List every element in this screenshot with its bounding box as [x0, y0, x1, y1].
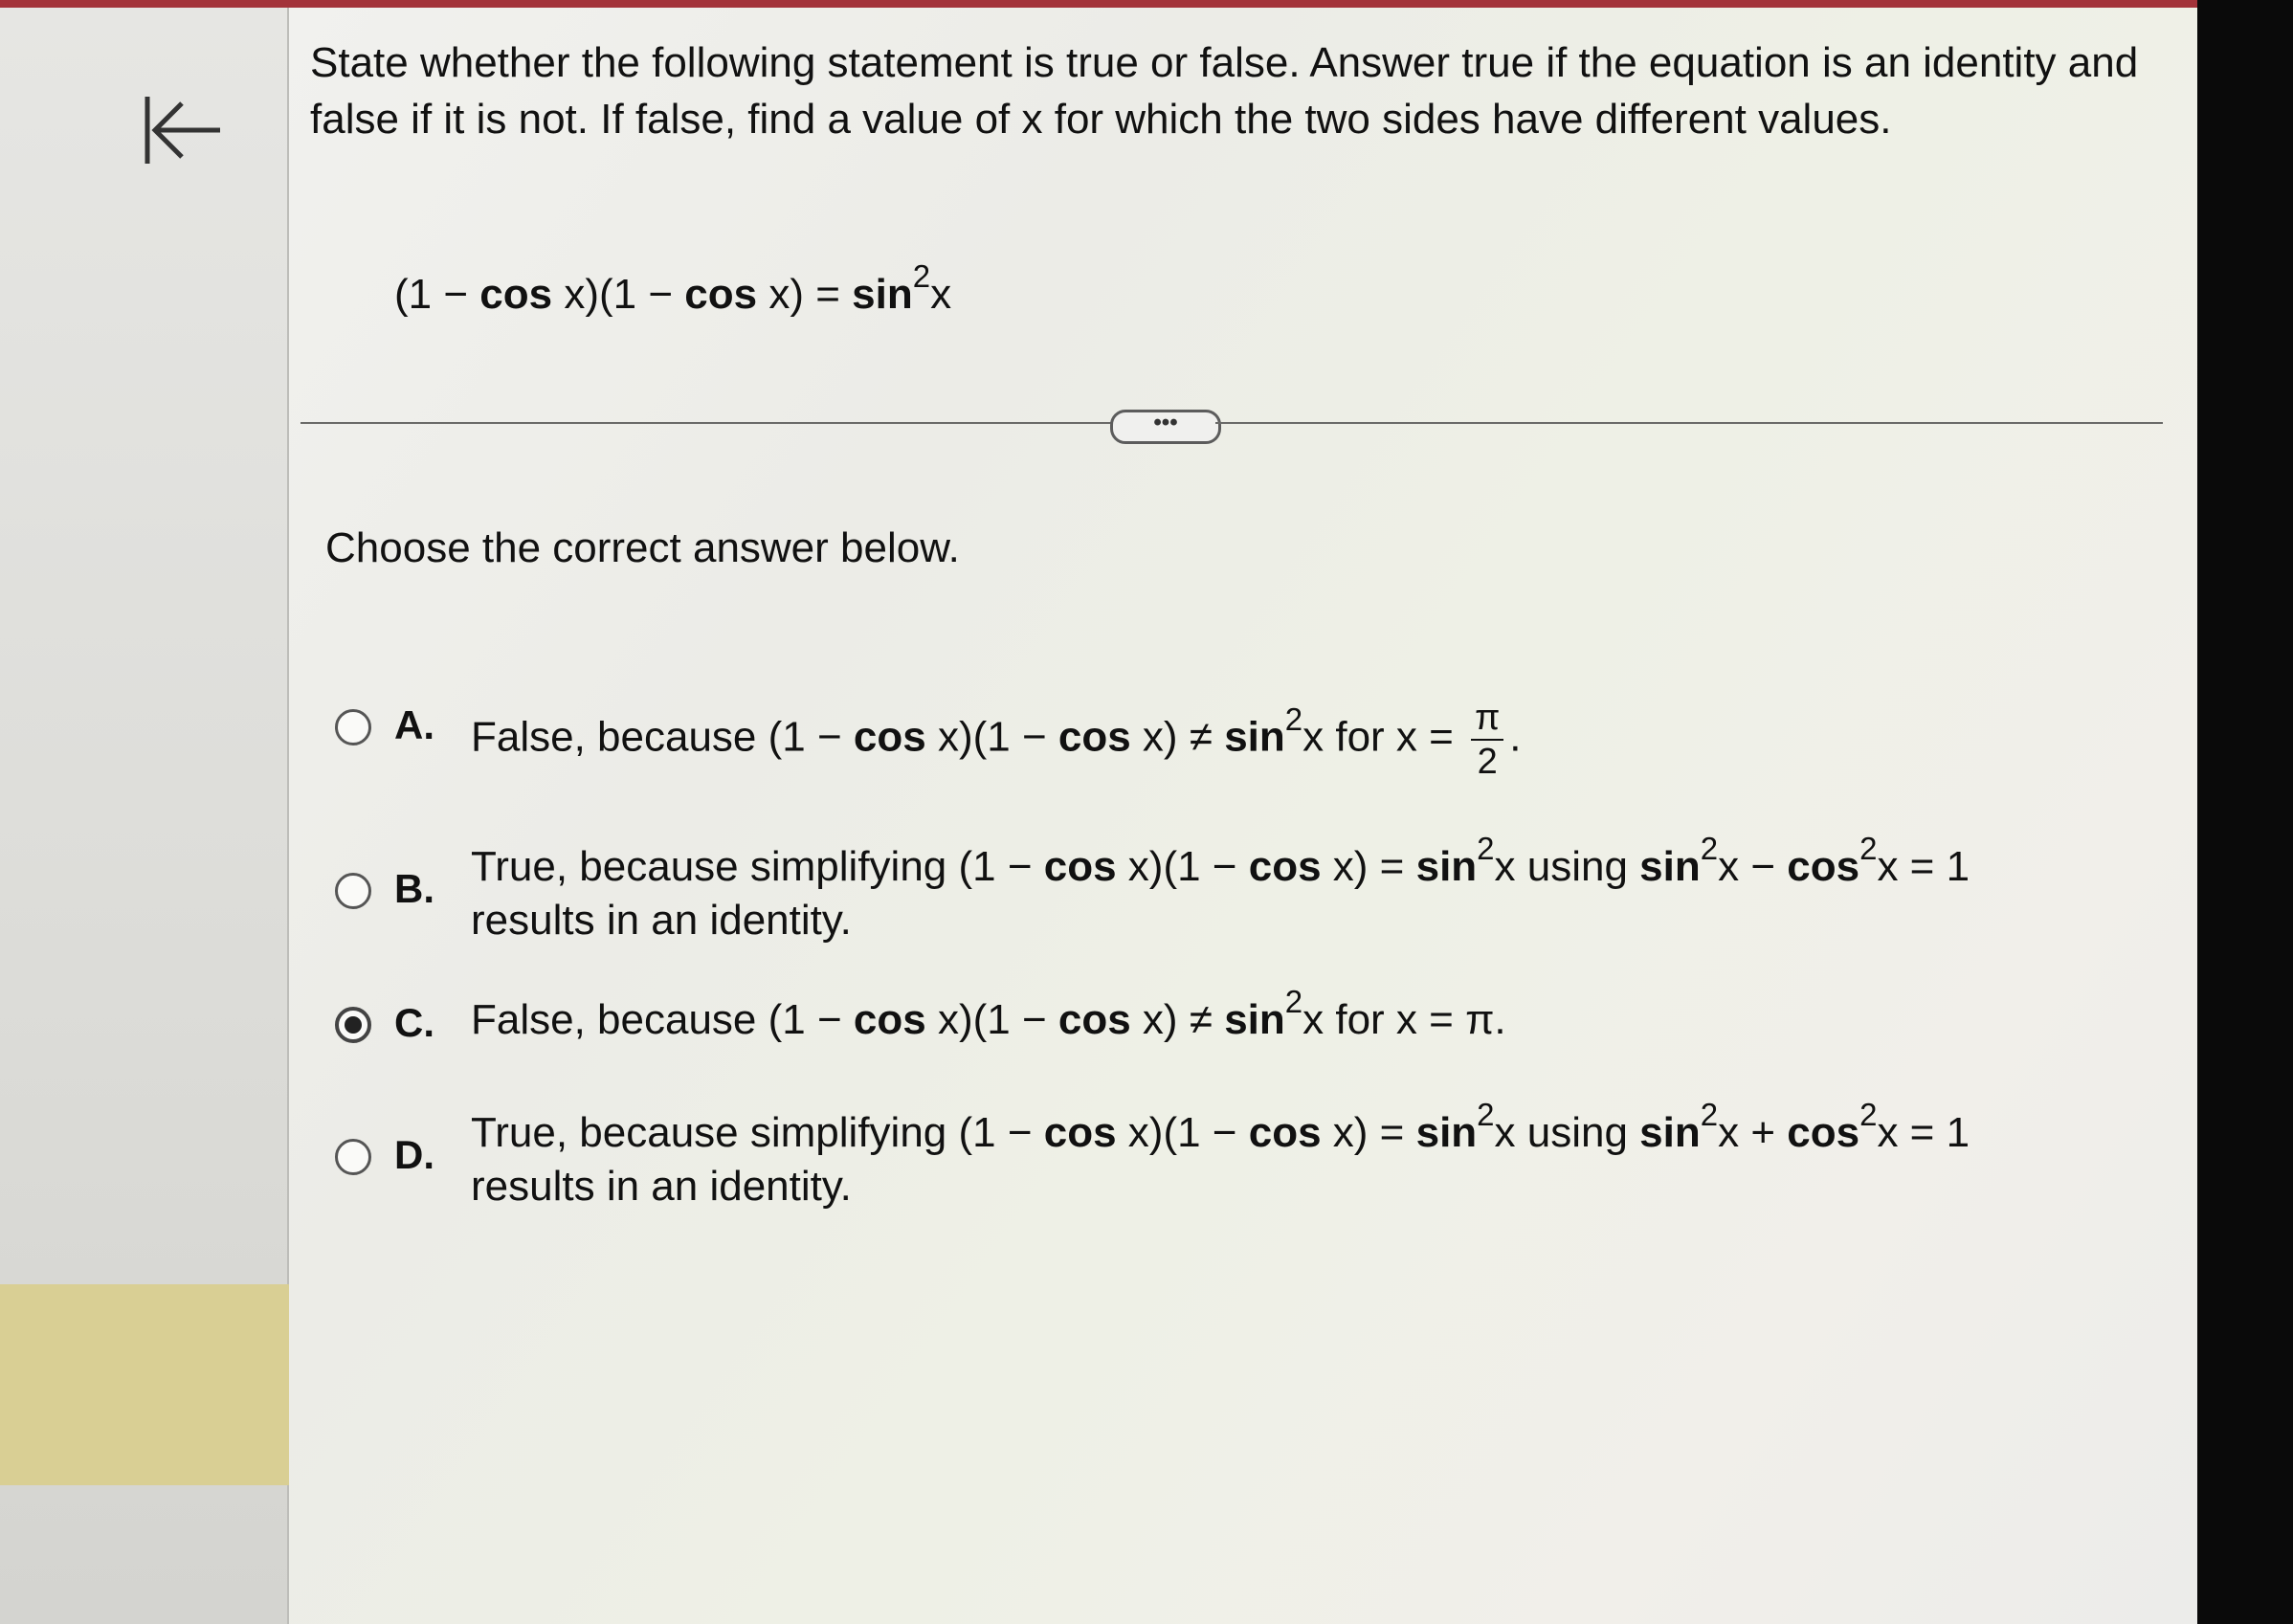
equation-part: (1 −: [394, 271, 480, 318]
text: False, because (1 −: [471, 713, 854, 761]
text: x −: [1718, 843, 1788, 890]
text: results in an identity.: [471, 897, 852, 944]
text: x) ≠: [1130, 996, 1225, 1043]
question-text: State whether the following statement is true or false. Answer true if the equation is an identity and false if it is not. If false, find a value of x for which the two sides have different values.: [310, 39, 2139, 143]
expand-more-button[interactable]: •••: [1110, 410, 1221, 444]
option-text: [471, 697, 1522, 783]
equation-cos: cos: [479, 271, 553, 318]
cos: cos: [1248, 1109, 1322, 1156]
text: x) ≠: [1130, 713, 1225, 761]
equation-part: x)(1 −: [552, 271, 685, 318]
text: results in an identity.: [471, 1163, 852, 1210]
screen-bezel: [2197, 0, 2293, 1624]
text: x)(1 −: [1116, 1109, 1249, 1156]
cos: cos: [1787, 1109, 1860, 1156]
exponent: 2: [1477, 831, 1495, 867]
divider-line: [301, 422, 1119, 424]
fraction-denominator: 2: [1477, 742, 1498, 782]
sin: sin: [1224, 996, 1285, 1043]
exponent: 2: [1700, 1097, 1719, 1133]
text: x for x = π.: [1302, 996, 1506, 1043]
exponent: 2: [1284, 984, 1303, 1020]
equation-variable: x: [930, 271, 952, 318]
option-letter: D.: [394, 1132, 434, 1177]
text: x = 1: [1877, 1109, 1970, 1156]
question-panel: [289, 8, 2197, 1624]
text: x) =: [1321, 843, 1416, 890]
text: x for x =: [1302, 713, 1466, 761]
equation-cos: cos: [684, 271, 758, 318]
text: .: [1509, 713, 1522, 761]
answer-prompt: Choose the correct answer below.: [325, 524, 960, 571]
text: True, because simplifying (1 −: [471, 1109, 1044, 1156]
fraction-numerator: π: [1471, 697, 1503, 741]
text: x)(1 −: [1116, 843, 1249, 890]
radio-button-a[interactable]: [335, 709, 371, 745]
option-text: [471, 831, 1970, 947]
option-text: [471, 984, 1506, 1047]
option-letter: B.: [394, 866, 434, 911]
equation-exponent: 2: [912, 258, 931, 295]
option-letter: A.: [394, 702, 434, 747]
exponent: 2: [1700, 831, 1719, 867]
top-accent-bar: [0, 0, 2293, 8]
sin: sin: [1639, 843, 1701, 890]
option-letter: C.: [394, 1000, 434, 1045]
cos: cos: [1057, 713, 1131, 761]
radio-button-b[interactable]: [335, 873, 371, 909]
exponent: 2: [1477, 1097, 1495, 1133]
text: True, because simplifying (1 −: [471, 843, 1044, 890]
text: x using: [1494, 1109, 1640, 1156]
sin: sin: [1415, 843, 1478, 890]
cos: cos: [1043, 843, 1117, 890]
exponent: 2: [1284, 701, 1303, 737]
text: x) =: [1321, 1109, 1416, 1156]
text: x +: [1718, 1109, 1788, 1156]
collapse-back-button[interactable]: [124, 82, 230, 188]
cos: cos: [853, 996, 926, 1043]
cos: cos: [853, 713, 926, 761]
sin: sin: [1639, 1109, 1701, 1156]
text: x)(1 −: [925, 996, 1058, 1043]
cos: cos: [1057, 996, 1131, 1043]
text: x using: [1494, 843, 1640, 890]
arrow-left-to-bar-icon: [124, 82, 230, 188]
sin: sin: [1415, 1109, 1478, 1156]
exponent: 2: [1859, 831, 1878, 867]
cos: cos: [1043, 1109, 1117, 1156]
equation-part: x) =: [757, 271, 853, 318]
text: False, because (1 −: [471, 996, 854, 1043]
divider-line: [1215, 422, 2163, 424]
fraction: [1471, 697, 1503, 783]
sin: sin: [1224, 713, 1285, 761]
equation: [394, 258, 952, 319]
exponent: 2: [1859, 1097, 1878, 1133]
text: x)(1 −: [925, 713, 1058, 761]
sidebar-highlight-region: [0, 1284, 289, 1485]
equation-sin: sin: [852, 271, 913, 318]
text: x = 1: [1877, 843, 1970, 890]
radio-button-c-selected[interactable]: [335, 1007, 371, 1043]
cos: cos: [1248, 843, 1322, 890]
radio-button-d[interactable]: [335, 1139, 371, 1175]
cos: cos: [1787, 843, 1860, 890]
option-text: [471, 1097, 1970, 1213]
